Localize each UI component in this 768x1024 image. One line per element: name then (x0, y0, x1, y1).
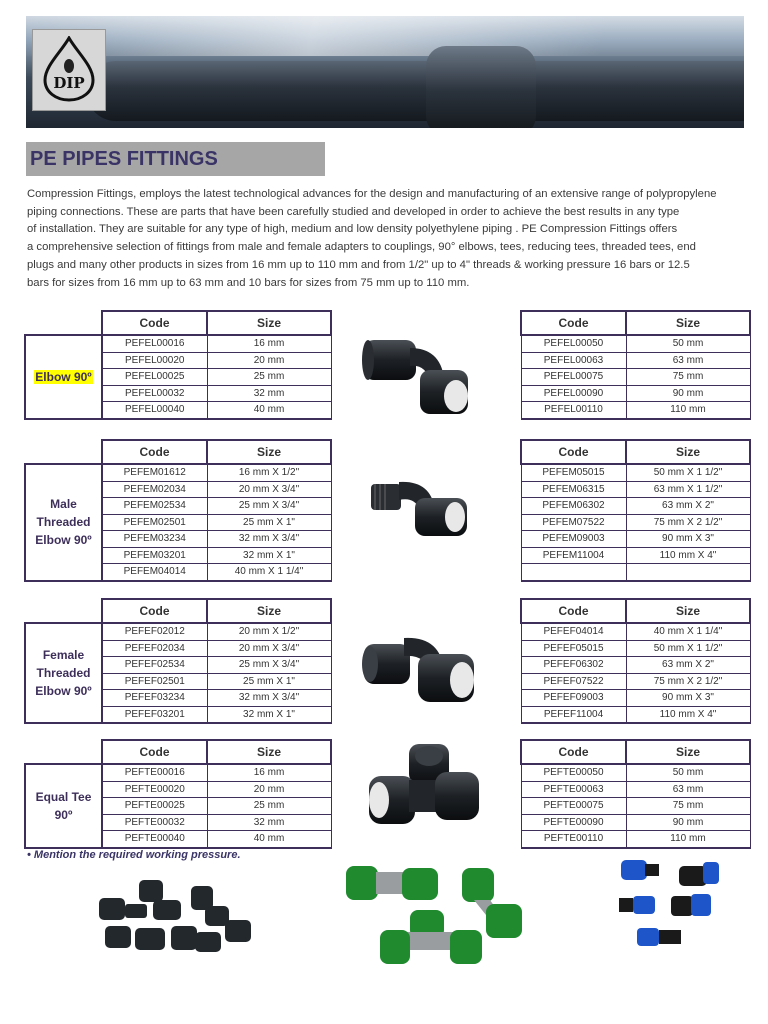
section-label-line: Threaded (36, 515, 91, 530)
code-cell: PEFEF04014 (521, 623, 626, 640)
code-cell: PEFEL00016 (102, 335, 207, 352)
table-row (521, 335, 750, 352)
code-cell: PEFEF02012 (102, 623, 207, 640)
size-cell: 20 mm X 1/2" (207, 623, 331, 640)
code-cell: PEFEF02501 (102, 673, 207, 690)
male-section-label (25, 464, 102, 581)
table-row (521, 764, 750, 781)
blue-fittings-photo (615, 856, 725, 952)
table-row (25, 764, 331, 781)
dip-logo (32, 29, 106, 111)
code-header: Code (521, 440, 626, 464)
size-cell: 75 mm X 2 1/2" (626, 514, 750, 531)
code-cell: PEFEL00075 (521, 369, 626, 386)
table-row (521, 498, 750, 515)
size-cell: 32 mm (207, 814, 331, 831)
table-row (521, 369, 750, 386)
code-cell: PEFEM06302 (521, 498, 626, 515)
size-cell: 40 mm (207, 402, 331, 419)
size-cell: 25 mm X 3/4" (207, 657, 331, 674)
code-header: Code (521, 740, 626, 764)
code-cell: PEFEL00090 (521, 385, 626, 402)
size-cell: 25 mm (207, 369, 331, 386)
page-title: PE PIPES FITTINGS (30, 148, 218, 170)
code-cell: PEFEM01612 (102, 464, 207, 481)
male-threaded-elbow-image (365, 470, 475, 540)
table-row (521, 690, 750, 707)
table-row (521, 564, 750, 581)
title-bar (26, 142, 325, 176)
table-row (25, 464, 331, 481)
code-cell: PEFEF07522 (521, 673, 626, 690)
section-label-line: Elbow 90º (35, 533, 92, 548)
size-cell: 63 mm (626, 781, 750, 798)
section-label-line: Elbow 90º (35, 684, 92, 698)
table-row (521, 402, 750, 419)
table-row (25, 335, 331, 352)
size-header: Size (626, 740, 750, 764)
code-cell: PEFTE00016 (102, 764, 207, 781)
code-cell: PEFEF11004 (521, 706, 626, 723)
code-cell: PEFTE00050 (521, 764, 626, 781)
size-cell: 75 mm (626, 798, 750, 815)
size-cell: 110 mm (626, 831, 750, 848)
code-cell: PEFEL00032 (102, 385, 207, 402)
code-cell: PEFEM09003 (521, 531, 626, 548)
code-cell: PEFEF02534 (102, 657, 207, 674)
size-cell: 63 mm X 1 1/2" (626, 481, 750, 498)
code-header: Code (521, 311, 626, 335)
size-cell: 75 mm (626, 369, 750, 386)
elbow-section-label (25, 335, 102, 419)
size-cell: 16 mm (207, 764, 331, 781)
table-row (521, 531, 750, 548)
blank-header-cell (25, 740, 102, 764)
size-header: Size (207, 740, 331, 764)
intro-line: Compression Fittings, employs the latest technological advances for the design and manufacturing of an extensive range of polypropylene (27, 188, 717, 200)
size-cell (626, 564, 750, 581)
table-row (521, 547, 750, 564)
table-row (521, 464, 750, 481)
size-cell: 50 mm (626, 335, 750, 352)
working-pressure-note: • Mention the required working pressure. (27, 849, 241, 861)
section-label-line: Equal Tee (35, 789, 92, 804)
size-cell: 20 mm (207, 781, 331, 798)
size-cell: 25 mm X 1" (207, 673, 331, 690)
size-cell: 32 mm X 3/4" (207, 690, 331, 707)
code-cell (521, 564, 626, 581)
code-cell: PEFEM02034 (102, 481, 207, 498)
table-row (521, 385, 750, 402)
size-header: Size (626, 440, 750, 464)
intro-line: plugs and many other products in sizes from 16 mm up to 110 mm and from 1/2" up to 4" threads & working pressure 16 bars or 12.5 (27, 258, 690, 271)
table-row (521, 831, 750, 848)
code-cell: PEFEM03234 (102, 531, 207, 548)
code-cell: PEFTE00075 (521, 798, 626, 815)
size-cell: 63 mm X 2" (626, 657, 750, 674)
section-label-text: Elbow 90º (35, 369, 92, 384)
code-cell: PEFEF06302 (521, 657, 626, 674)
size-cell: 90 mm (626, 814, 750, 831)
female-right-table (520, 598, 751, 724)
size-cell: 90 mm X 3" (626, 531, 750, 548)
code-header: Code (521, 599, 626, 623)
blank-header-cell (25, 311, 102, 335)
section-label-line: Male (50, 497, 77, 512)
code-cell: PEFEL00025 (102, 369, 207, 386)
table-row (521, 814, 750, 831)
code-cell: PEFTE00063 (521, 781, 626, 798)
code-cell: PEFEL00050 (521, 335, 626, 352)
code-cell: PEFEM06315 (521, 481, 626, 498)
code-cell: PEFEM05015 (521, 464, 626, 481)
size-cell: 16 mm (207, 335, 331, 352)
size-cell: 20 mm (207, 352, 331, 369)
table-row (521, 481, 750, 498)
table-row (521, 781, 750, 798)
size-header: Size (207, 440, 331, 464)
size-cell: 20 mm X 3/4" (207, 640, 331, 657)
code-cell: PEFEF09003 (521, 690, 626, 707)
intro-paragraph (27, 186, 747, 292)
size-cell: 75 mm X 2 1/2" (626, 673, 750, 690)
code-cell: PEFEM02501 (102, 514, 207, 531)
code-cell: PEFTE00020 (102, 781, 207, 798)
size-cell: 25 mm (207, 798, 331, 815)
code-cell: PEFEF03234 (102, 690, 207, 707)
green-fittings-photo (340, 860, 530, 970)
elbow-right-table (520, 310, 751, 420)
code-cell: PEFTE00025 (102, 798, 207, 815)
intro-line: piping connections. These are parts that have been carefully studied and developed in order to achieve the best results in any type (27, 205, 680, 218)
male-left-table (24, 439, 332, 582)
table-row (521, 352, 750, 369)
size-cell: 90 mm X 3" (626, 690, 750, 707)
code-cell: PEFTE00110 (521, 831, 626, 848)
code-cell: PEFEF05015 (521, 640, 626, 657)
size-cell: 20 mm X 3/4" (207, 481, 331, 498)
drop-icon (41, 36, 97, 102)
size-cell: 110 mm (626, 402, 750, 419)
intro-line: a comprehensive selection of fittings from male and female adapters to couplings, 90° elbows, tees, reducing tees, threaded tees, end (27, 241, 696, 254)
black-fittings-photo (95, 870, 255, 960)
female-section-label (25, 623, 102, 723)
intro-line: of installation. They are suitable for any type of high, medium and low density polyethylene piping . PE Compression Fittings offers (27, 223, 678, 236)
size-cell: 25 mm X 3/4" (207, 498, 331, 515)
code-cell: PEFEL00040 (102, 402, 207, 419)
code-cell: PEFTE00040 (102, 831, 207, 848)
size-cell: 63 mm X 2" (626, 498, 750, 515)
code-cell: PEFEF02034 (102, 640, 207, 657)
size-cell: 16 mm X 1/2" (207, 464, 331, 481)
tee-left-table (24, 739, 332, 849)
table-row (521, 798, 750, 815)
table-row (521, 623, 750, 640)
equal-tee-fitting-image (365, 742, 483, 832)
size-cell: 32 mm X 1" (207, 547, 331, 564)
code-cell: PEFTE00090 (521, 814, 626, 831)
blank-header-cell (25, 599, 102, 623)
size-cell: 40 mm X 1 1/4" (207, 564, 331, 581)
size-cell: 32 mm X 1" (207, 706, 331, 723)
tee-section-label (25, 764, 102, 848)
code-header: Code (102, 599, 207, 623)
table-row (521, 673, 750, 690)
table-row (25, 623, 331, 640)
section-label-line: 90º (54, 807, 73, 822)
table-row (521, 657, 750, 674)
size-cell: 40 mm (207, 831, 331, 848)
header-banner-image (26, 16, 744, 128)
female-left-table (24, 598, 332, 724)
code-cell: PEFEL00110 (521, 402, 626, 419)
size-cell: 32 mm X 3/4" (207, 531, 331, 548)
size-header: Size (207, 599, 331, 623)
size-cell: 40 mm X 1 1/4" (626, 623, 750, 640)
code-header: Code (102, 311, 207, 335)
code-header: Code (102, 440, 207, 464)
code-cell: PEFEM04014 (102, 564, 207, 581)
table-row (521, 706, 750, 723)
female-threaded-elbow-image (360, 630, 480, 706)
code-cell: PEFTE00032 (102, 814, 207, 831)
section-label-line: Threaded (36, 666, 91, 680)
table-row (521, 514, 750, 531)
table-row (521, 640, 750, 657)
tee-right-table (520, 739, 751, 849)
size-header: Size (207, 311, 331, 335)
size-cell: 25 mm X 1" (207, 514, 331, 531)
code-cell: PEFEF03201 (102, 706, 207, 723)
size-cell: 50 mm X 1 1/2" (626, 640, 750, 657)
elbow-90-fitting-image (360, 330, 480, 420)
code-cell: PEFEM07522 (521, 514, 626, 531)
size-cell: 90 mm (626, 385, 750, 402)
elbow-left-table (24, 310, 332, 420)
code-cell: PEFEM03201 (102, 547, 207, 564)
section-label-line: Female (42, 648, 85, 662)
size-header: Size (626, 599, 750, 623)
male-right-table (520, 439, 751, 582)
code-header: Code (102, 740, 207, 764)
size-cell: 110 mm X 4" (626, 706, 750, 723)
size-cell: 50 mm X 1 1/2" (626, 464, 750, 481)
intro-line: bars for sizes from 16 mm up to 63 mm and 10 bars for sizes from 75 mm up to 110 mm. (27, 276, 470, 289)
size-cell: 63 mm (626, 352, 750, 369)
code-cell: PEFEM02534 (102, 498, 207, 515)
size-cell: 50 mm (626, 764, 750, 781)
blank-header-cell (25, 440, 102, 464)
code-cell: PEFEL00063 (521, 352, 626, 369)
size-header: Size (626, 311, 750, 335)
size-cell: 110 mm X 4" (626, 547, 750, 564)
code-cell: PEFEL00020 (102, 352, 207, 369)
code-cell: PEFEM11004 (521, 547, 626, 564)
size-cell: 32 mm (207, 385, 331, 402)
logo-text: DIP (53, 74, 85, 92)
